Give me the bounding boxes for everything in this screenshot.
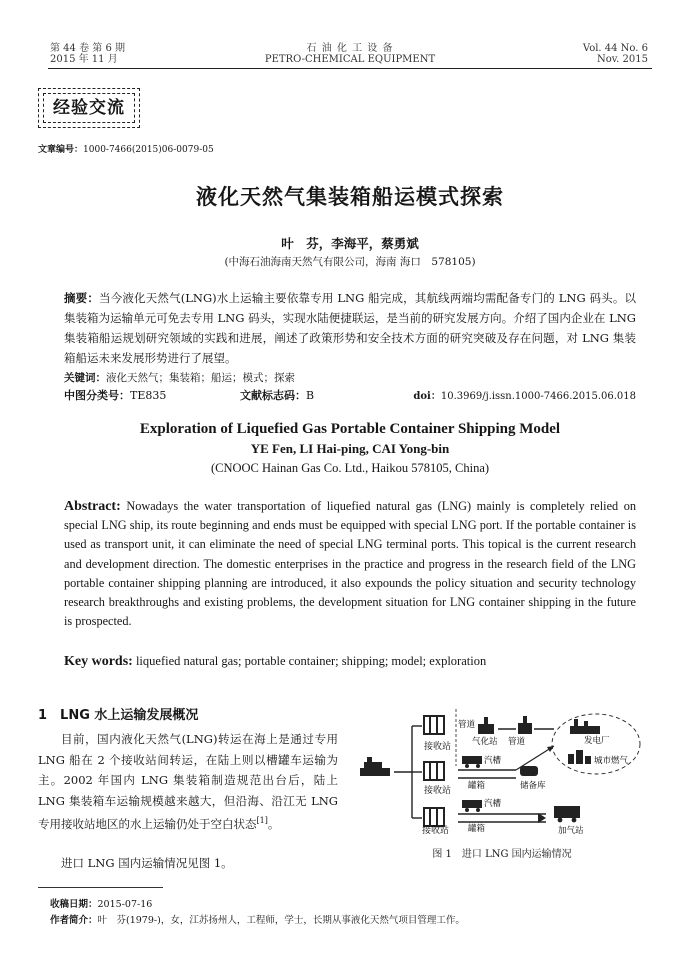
- abstract-zh: [64, 288, 636, 368]
- abstract-zh-label: 摘要：: [64, 291, 100, 305]
- section-1-title: 1 LNG 水上运输发展概况: [38, 708, 199, 723]
- power-plant-icon: [570, 719, 600, 734]
- affiliation-en: (CNOOC Hainan Gas Co. Ltd., Haikou 578105, China): [210, 461, 490, 475]
- keywords-zh: [64, 370, 295, 385]
- terminal-icon-3: [424, 808, 444, 826]
- article-number-label: 文章编号：: [38, 145, 84, 155]
- journal-date-en: Nov. 2015: [596, 54, 648, 65]
- title-zh: 液化天然气集装箱船运模式探索: [196, 185, 504, 209]
- city-buildings-icon: [568, 750, 591, 764]
- section-1-paragraph-1: [38, 729, 338, 834]
- author-bio-label: 作者简介：: [50, 915, 98, 926]
- keywords-en-label: Key words:: [64, 654, 133, 669]
- column-tag-box: [38, 88, 140, 128]
- keywords-en: [64, 654, 636, 670]
- label-terminal-3: 接收站: [422, 826, 450, 834]
- doc-code-value: B: [306, 389, 315, 402]
- authors-en: YE Fen, LI Hai-ping, CAI Yong-bin: [250, 441, 450, 456]
- label-gasification: 气化站: [472, 737, 498, 747]
- truck-icon-2: [462, 800, 482, 812]
- label-truck-2: 汽槽: [484, 799, 502, 809]
- section-1-paragraph-2: 进口 LNG 国内运输情况见图 1。: [61, 856, 233, 870]
- label-power-plant: 发电厂: [584, 736, 610, 746]
- journal-volume: 第 44 卷 第 6 期: [50, 43, 125, 54]
- figure-1-caption: 图 1 进口 LNG 国内运输情况: [432, 849, 572, 860]
- column-tag: 经验交流: [43, 93, 135, 123]
- classification-line: [64, 387, 636, 403]
- keywords-zh-text: 液化天然气；集装箱；船运；模式；探索: [106, 372, 295, 384]
- article-number: [38, 142, 214, 155]
- doi-label: doi：: [413, 391, 441, 402]
- section-1-paragraph-1-text: 目前，国内液化天然气(LNG)转运在海上是通过专用 LNG 船在 2 个接收站间转运，在陆上则以槽罐车运输为主。2002 年国内 LNG 集装箱制造规范出台后，陆上 LNG 集装箱车运输规模越来越大，但沿海、沿江无 LNG 专用接收站地区的水上运输仍处于空白状态: [38, 732, 338, 831]
- article-number-value: 1000-7466(2015)06-0079-05: [83, 145, 214, 155]
- journal-name-en: PETRO-CHEMICAL EQUIPMENT: [264, 54, 436, 65]
- factory-icon: [518, 716, 532, 734]
- label-tank-2: 罐箱: [468, 824, 486, 834]
- label-pipeline-1: 管道: [458, 720, 476, 730]
- received-label: 收稿日期：: [50, 899, 98, 910]
- doi-value: 10.3969/j.issn.1000-7466.2015.06.018: [440, 391, 636, 402]
- terminal-icon-2: [424, 762, 444, 780]
- clc-label: 中图分类号：: [64, 389, 130, 402]
- label-pipeline-2: 管道: [508, 737, 526, 747]
- author-bio-value: 叶 芬(1979-)，女，江苏扬州人，工程师，学士，长期从事液化天然气项目管理工作。: [97, 915, 465, 926]
- label-tank: 罐箱: [468, 781, 486, 791]
- label-terminal-2: 接收站: [424, 786, 452, 796]
- terminal-icon-1: [424, 716, 444, 734]
- doc-code-label: 文献标志码：: [240, 389, 306, 402]
- header-rule: [48, 68, 652, 69]
- received-value: 2015-07-16: [97, 899, 153, 910]
- keywords-zh-label: 关键词：: [64, 372, 106, 384]
- clc-value: TE835: [130, 389, 167, 402]
- affiliation-zh: (中海石油海南天然气有限公司，海南 海口 578105): [224, 256, 476, 268]
- storage-tank-icon: [520, 766, 538, 776]
- label-city-gas: 城市燃气: [594, 756, 629, 766]
- figure-1: [358, 706, 650, 834]
- journal-name-zh: 石 油 化 工 设 备: [306, 43, 394, 54]
- title-en: Exploration of Liquefied Gas Portable Container Shipping Model: [139, 421, 561, 437]
- section-1-paragraph-1-end: 。: [267, 816, 280, 831]
- received-date: [50, 896, 152, 910]
- authors-zh: 叶 芬，李海平，蔡勇斌: [281, 236, 419, 251]
- truck-icon-1: [462, 756, 482, 768]
- keywords-en-text: liquefied natural gas; portable container; shipping; model; exploration: [135, 654, 487, 668]
- author-bio: [50, 912, 465, 926]
- label-terminal-1: 接收站: [424, 742, 452, 752]
- footnote-rule: [38, 887, 163, 888]
- label-storage: 储备库: [520, 781, 546, 791]
- abstract-en-label: Abstract:: [64, 499, 121, 514]
- journal-volume-en: Vol. 44 No. 6: [582, 43, 648, 54]
- gasification-station-icon: [478, 717, 494, 734]
- abstract-en: [64, 497, 636, 631]
- label-fuel-station: 加气站: [558, 826, 584, 834]
- label-truck-1: 汽槽: [484, 756, 502, 766]
- abstract-en-text: Nowadays the water transportation of liquefied natural gas (LNG) mainly is completely relied on special LNG ship, its route beginning and ends must be equipped with special LNG port. If the portable container is used as transport unit, it can eliminate the need of special LNG terminal ports. This topical is the current research and development direction. The domestic enterprises in the practice and progress in the research field of the LNG portable container shipping planning are introduced, it also expounds the policy situation and security technology research breakthroughs and existing problems, the development situation for LNG container shipping in the future is prospected.: [64, 499, 636, 629]
- fuel-station-icon: [554, 806, 580, 822]
- abstract-zh-text: 当今液化天然气(LNG)水上运输主要依靠专用 LNG 船完成，其航线两端均需配备专门的 LNG 码头。以集装箱为运输单元可免去专用 LNG 码头，实现水陆便捷联运，是当前的研究发展方向。介绍了国内企业在 LNG 集装箱船运规划研究领域的实践和进展，阐述了政策形势和安全技术方面的研究突破及存在问题，对 LNG 集装箱船运未来发展形势进行了展望。: [64, 291, 637, 365]
- journal-date: 2015 年 11 月: [50, 54, 118, 65]
- lng-ship-icon: [360, 757, 390, 776]
- citation-ref[interactable]: [1]: [256, 816, 268, 825]
